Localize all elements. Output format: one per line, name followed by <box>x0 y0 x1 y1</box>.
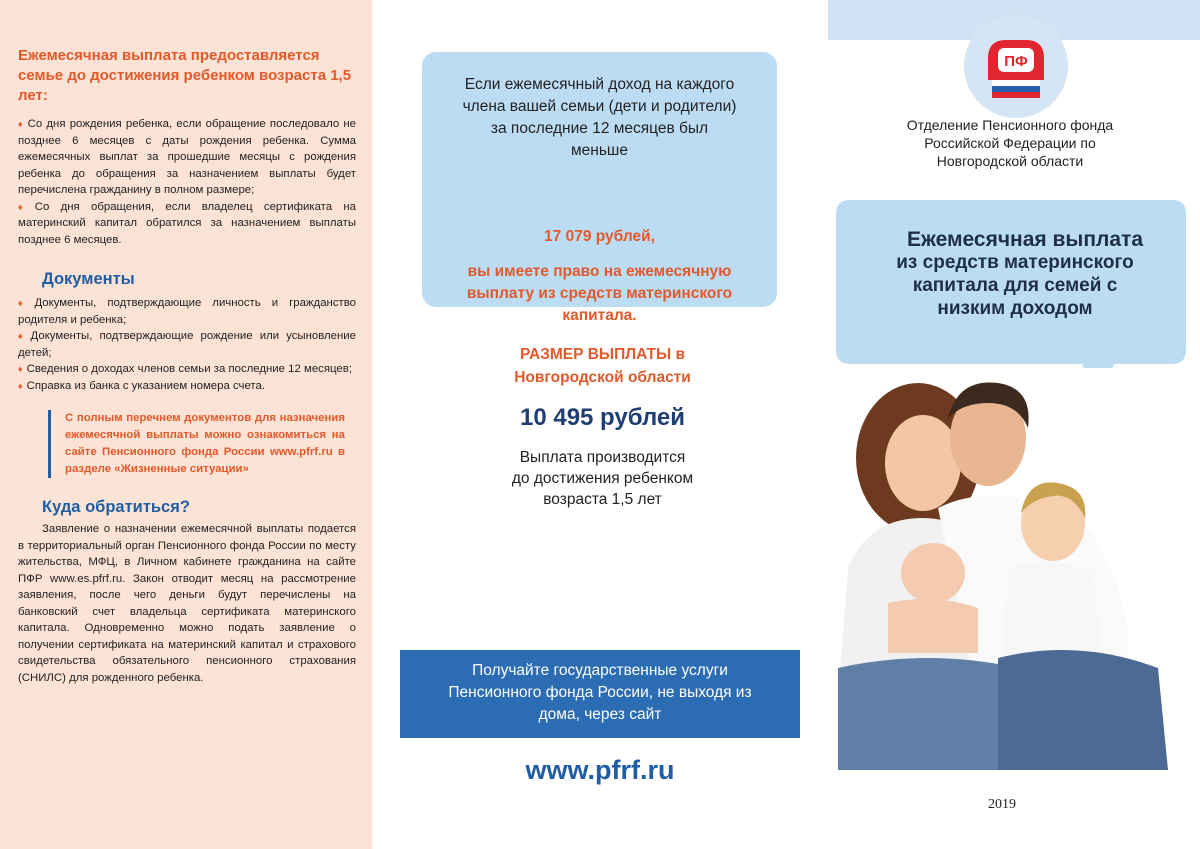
family-photo <box>828 368 1200 770</box>
title-line-1: Ежемесячная выплата <box>906 228 1144 251</box>
bullet-icon: ♦ <box>18 298 31 308</box>
list-item: ♦ Сведения о доходах членов семьи за последние 12 месяцев; <box>18 363 352 375</box>
year: 2019 <box>988 797 1016 812</box>
svg-text:ПФ: ПФ <box>1004 53 1028 70</box>
intro-list <box>18 116 356 248</box>
left-content <box>18 46 356 686</box>
online-services-box <box>400 650 800 738</box>
bullet-icon: ♦ <box>18 364 23 374</box>
left-panel <box>0 0 372 849</box>
title-line-2: из средств материнского капитала для семей с низким доходом <box>896 252 1134 319</box>
pfr-logo <box>964 14 1068 118</box>
bullet-icon: ♦ <box>18 331 27 341</box>
entitlement-text: вы имеете право на ежемесячную выплату из средств материнского капитала. <box>466 263 733 324</box>
list-item: ♦ Справка из банка с указанием номера счета. <box>18 379 266 392</box>
income-threshold: 17 079 рублей, <box>544 228 655 245</box>
brochure-title <box>850 228 1180 320</box>
list-item: ♦ Со дня обращения, если владелец сертификата на материнский капитал обратился за назначением выплаты позднее 6 месяцев. <box>18 200 357 246</box>
where-text: Заявление о назначении ежемесячной выплаты подается в территориальный орган Пенсионного фонда России по месту жительства, МФЦ, в Личном кабинете гражданина на сайте ПФР www.es.pfrf.ru. Закон отводит месяц на рассмотрение заявления, после чего деньги будут перечислены на банковский счет владельца сертификата материнского капитала. Одновременно можно подать заявление о получении сертификата на материнский капитал и страхового свидетельства обязательного пенсионного страхования (СНИЛС) для рожденного ребенка. <box>18 523 356 684</box>
bullet-icon: ♦ <box>18 119 24 129</box>
list-item: ♦ Документы, подтверждающие личность и гражданство родителя и ребенка; <box>18 297 356 326</box>
intro-title: Ежемесячная выплата предоставляется семье до достижения ребенком возраста 1,5 лет: <box>18 47 352 104</box>
list-item: ♦ Документы, подтверждающие рождение или усыновление детей; <box>18 330 356 359</box>
income-bubble <box>422 52 777 324</box>
income-condition: Если ежемесячный доход на каждого члена вашей семьи (дети и родители) за последние 12 месяцев был меньше <box>462 76 737 159</box>
bullet-icon: ♦ <box>18 201 31 212</box>
site-link[interactable]: www.pfrf.ru <box>525 755 675 785</box>
documents-note: С полным перечнем документов для назначения ежемесячной выплаты можно ознакомиться на сайте Пенсионного фонда России www.pfrf.ru в разделе «Жизненные ситуации» <box>48 410 345 478</box>
documents-list <box>18 295 356 394</box>
payment-size-title: РАЗМЕР ВЫПЛАТЫ в Новгородской области <box>514 346 691 386</box>
organization-name: Отделение Пенсионного фонда Российской Федерации по Новгородской области <box>906 117 1114 169</box>
pfr-logo-icon <box>964 14 1068 118</box>
payment-duration: Выплата производится до достижения ребенком возраста 1,5 лет <box>511 449 694 508</box>
payment-amount: 10 495 рублей <box>519 404 686 431</box>
list-item: ♦ Со дня рождения ребенка, если обращение последовало не позднее 6 месяцев с даты рождения ребенка. Сумма ежемесячных выплат за прошедшие месяцы с рождения ребенка до обращения за назначением выплаты будет перечислена гражданину в полном размере; <box>18 118 357 196</box>
online-services-text: Получайте государственные услуги Пенсионного фонда России, не выходя из дома, через сайт <box>448 662 752 723</box>
family-illustration-icon <box>828 368 1200 770</box>
bullet-icon: ♦ <box>18 380 23 391</box>
documents-heading: Документы <box>42 270 135 288</box>
where-heading: Куда обратиться? <box>42 498 190 516</box>
